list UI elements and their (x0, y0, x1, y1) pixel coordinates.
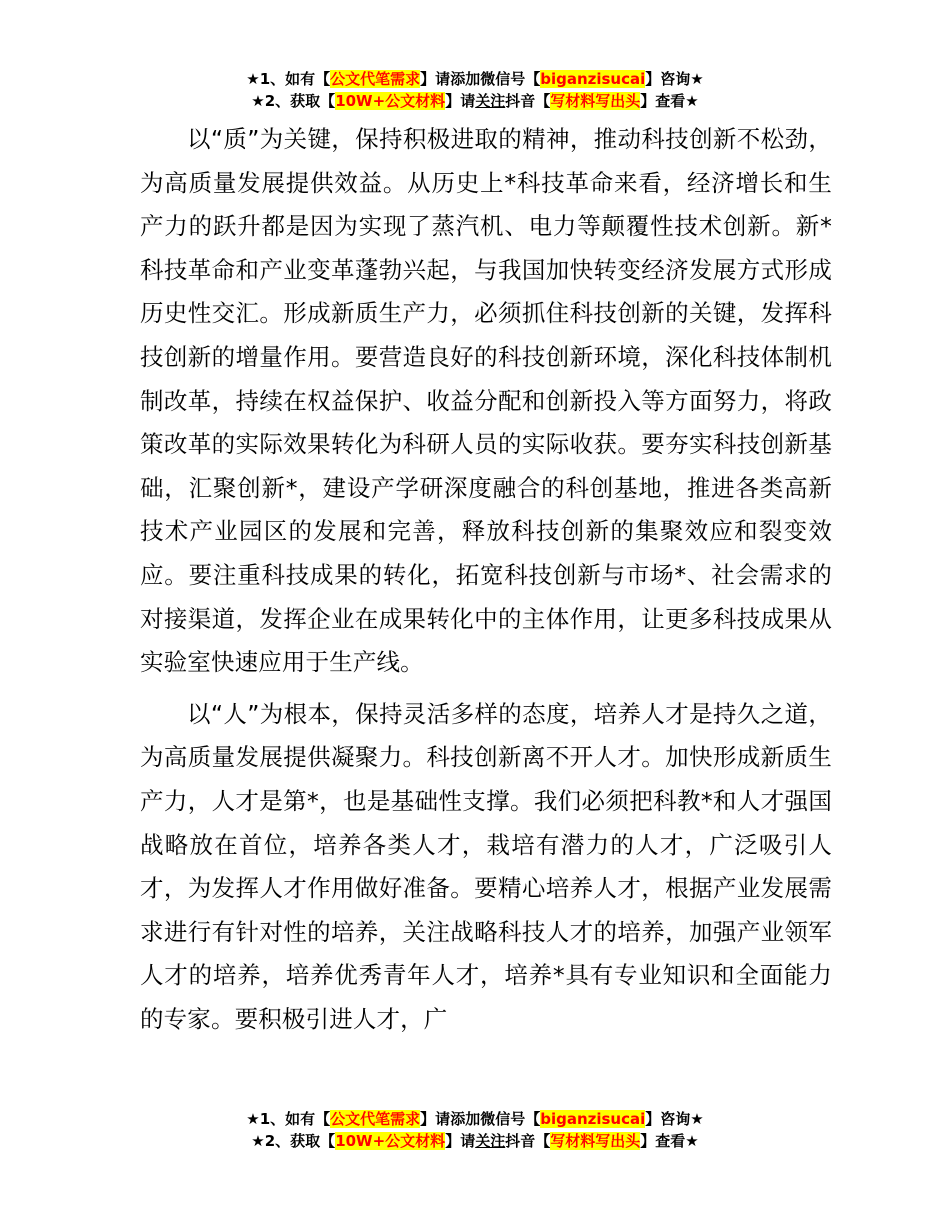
header-service-highlight: 公文代笔需求 (330, 70, 421, 88)
footer-banner (0, 1108, 950, 1152)
header-line-2-emph: 关注 (475, 92, 506, 110)
footer-line-2-suffix: 】查看★ (640, 1132, 699, 1150)
footer-douyin-highlight: 写材料写出头 (550, 1132, 641, 1150)
header-line-2-suffix: 】查看★ (640, 92, 699, 110)
footer-line-2-middle: 】请 (445, 1132, 476, 1150)
footer-line-1 (0, 1108, 950, 1130)
article-paragraph-2: 以“人”为根本，保持灵活多样的态度，培养人才是持久之道，为高质量发展提供凝聚力。科技创新离不开人才。加快形成新质生产力，人才是第*，也是基础性支撑。我们必须把科教*和人才强国战略放在首位，培养各类人才，栽培有潜力的人才，广泛吸引人才，为发挥人才作用做好准备。要精心培养人才，根据产业发展需求进行有针对性的培养，关注战略科技人才的培养，加强产业领军人才的培养，培养优秀青年人才，培养*具有专业知识和全面能力的专家。要积极引进人才，广 (140, 699, 832, 1033)
article-body (140, 118, 832, 1049)
footer-line-1-emph: 添加 (450, 1110, 481, 1128)
footer-line-1-middle: 】请 (420, 1110, 451, 1128)
header-line-2 (0, 90, 950, 112)
header-material-highlight: 10W+公文材料 (335, 92, 446, 110)
footer-line-2-prefix: ★2、获取【 (251, 1132, 336, 1150)
footer-service-highlight: 公文代笔需求 (330, 1110, 421, 1128)
header-line-1-suffix: 】咨询★ (645, 70, 704, 88)
footer-line-2 (0, 1130, 950, 1152)
header-line-1-prefix: ★1、如有【 (246, 70, 331, 88)
header-wechat-id-highlight: biganzisucai (540, 70, 646, 88)
footer-line-1-prefix: ★1、如有【 (246, 1110, 331, 1128)
header-line-1-emph: 添加 (450, 70, 481, 88)
header-douyin-highlight: 写材料写出头 (550, 92, 641, 110)
article-paragraph-1: 以“质”为关键，保持积极进取的精神，推动科技创新不松劲，为高质量发展提供效益。从历史上*科技革命来看，经济增长和生产力的跃升都是因为实现了蒸汽机、电力等颠覆性技术创新。新*科技革命和产业变革蓬勃兴起，与我国加快转变经济发展方式形成历史性交汇。形成新质生产力，必须抓住科技创新的关键，发挥科技创新的增量作用。要营造良好的科技创新环境，深化科技体制机制改革，持续在权益保护、收益分配和创新投入等方面努力，将政策改革的实际效果转化为科研人员的实际收获。要夯实科技创新基础，汇聚创新*，建设产学研深度融合的科创基地，推进各类高新技术产业园区的发展和完善，释放科技创新的集聚效应和裂变效应。要注重科技成果的转化，拓宽科技创新与市场*、社会需求的对接渠道，发挥企业在成果转化中的主体作用，让更多科技成果从实验室快速应用于生产线。 (140, 125, 832, 677)
header-line-2-middle2: 抖音【 (505, 92, 551, 110)
header-line-1 (0, 68, 950, 90)
footer-line-2-emph: 关注 (475, 1132, 506, 1150)
header-line-2-middle: 】请 (445, 92, 476, 110)
footer-line-2-middle2: 抖音【 (505, 1132, 551, 1150)
header-banner (0, 68, 950, 112)
header-line-1-middle2: 微信号【 (480, 70, 541, 88)
footer-wechat-id-highlight: biganzisucai (540, 1110, 646, 1128)
footer-line-1-suffix: 】咨询★ (645, 1110, 704, 1128)
header-line-1-middle: 】请 (420, 70, 451, 88)
footer-material-highlight: 10W+公文材料 (335, 1132, 446, 1150)
footer-line-1-middle2: 微信号【 (480, 1110, 541, 1128)
header-line-2-prefix: ★2、获取【 (251, 92, 336, 110)
